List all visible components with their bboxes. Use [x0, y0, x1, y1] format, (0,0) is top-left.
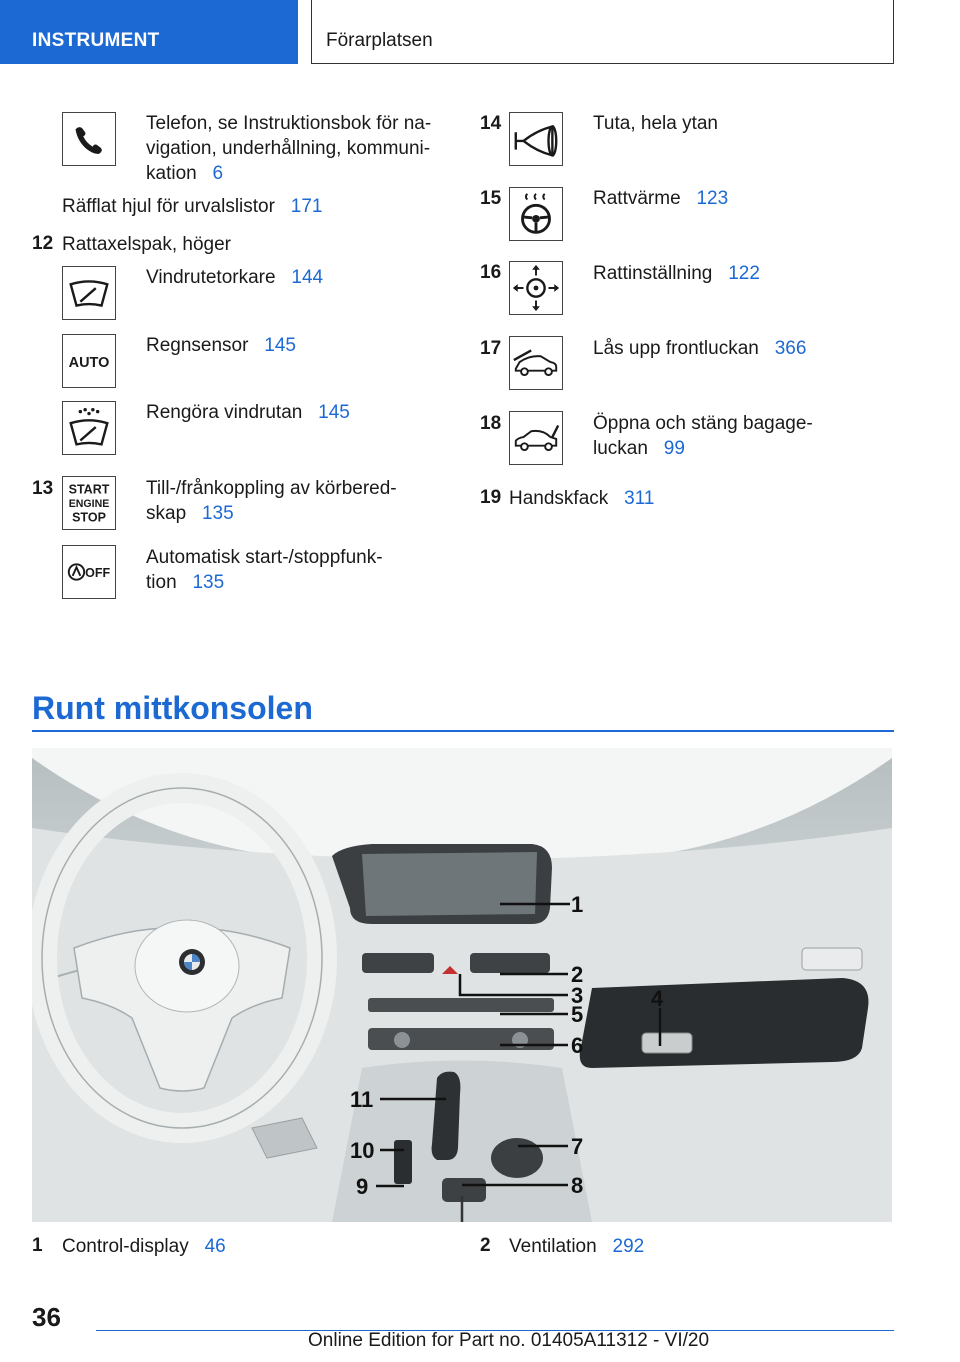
- legend-item: Control-display 46: [62, 1236, 226, 1257]
- steering-adjust-icon: [509, 261, 563, 315]
- page-ref[interactable]: 145: [318, 402, 350, 423]
- svg-text:2: 2: [571, 962, 584, 987]
- horn-text: Tuta, hela ytan: [593, 113, 718, 134]
- svg-text:1: 1: [571, 892, 584, 917]
- page-ref[interactable]: 366: [774, 338, 807, 359]
- svg-text:9: 9: [356, 1174, 369, 1199]
- svg-text:11: 11: [350, 1087, 374, 1112]
- svg-text:4: 4: [651, 986, 664, 1011]
- autostop-text-1: Automatisk start-/stoppfunk-: [146, 547, 383, 568]
- auto-stop-off-icon: [62, 545, 116, 599]
- steering-heat-icon: [509, 187, 563, 241]
- start-stop-icon: [62, 476, 116, 530]
- center-console-illustration: [32, 748, 892, 1222]
- front-hood-icon: [509, 336, 563, 390]
- item-number: 17: [480, 338, 502, 359]
- wiper-text: Vindrutetorkare 144: [146, 267, 324, 288]
- page-ref[interactable]: 122: [728, 263, 760, 284]
- page-ref[interactable]: 292: [612, 1236, 645, 1257]
- svg-text:7: 7: [571, 1134, 584, 1159]
- svg-text:3: 3: [571, 983, 584, 1008]
- steering-adjust-text: Rattinställning 122: [593, 263, 760, 284]
- item-number: 18: [480, 413, 502, 434]
- page-ref[interactable]: 311: [624, 488, 655, 509]
- legend-number: 2: [480, 1235, 491, 1256]
- legend-item: Ventilation 292: [509, 1236, 645, 1257]
- phone-text-1: Telefon, se Instruktionsbok för na-: [146, 113, 432, 134]
- footer-edition: Online Edition for Part no. 01405A11312 - VI/20: [308, 1330, 710, 1351]
- page-ref[interactable]: 145: [264, 335, 296, 356]
- item-number: 15: [480, 188, 502, 209]
- glovebox-text: Handskfack 311: [509, 488, 655, 509]
- page-ref[interactable]: 99: [663, 438, 685, 459]
- svg-text:OFF: OFF: [85, 565, 111, 580]
- svg-text:8: 8: [571, 1173, 584, 1198]
- trunk-text-2: luckan 99: [593, 438, 685, 459]
- horn-icon: [509, 112, 563, 166]
- page-ref[interactable]: 46: [204, 1236, 226, 1257]
- page-ref[interactable]: 144: [291, 267, 324, 288]
- section-title: INSTRUMENT: [32, 30, 160, 51]
- page-ref[interactable]: 171: [290, 196, 323, 217]
- steering-heat-text: Rattvärme 123: [593, 188, 729, 209]
- wheel-text: Räfflat hjul för urvalslistor 171: [62, 196, 323, 217]
- phone-icon: [62, 112, 116, 166]
- chapter-header: [311, 0, 894, 64]
- page-ref[interactable]: 135: [192, 572, 225, 593]
- trunk-icon: [509, 411, 563, 465]
- start-text-2: skap 135: [146, 503, 234, 524]
- washer-icon: [62, 401, 116, 455]
- autostop-text-2: tion 135: [146, 572, 225, 593]
- chapter-title: Förarplatsen: [326, 30, 433, 51]
- svg-text:10: 10: [350, 1138, 375, 1163]
- start-text-1: Till-/frånkoppling av körbered-: [146, 478, 397, 499]
- item-number: 12: [32, 233, 54, 254]
- svg-text:START: START: [68, 482, 110, 497]
- phone-text-3: kation 6: [146, 163, 224, 184]
- item-text: Rattaxelspak, höger: [62, 234, 231, 255]
- section-heading: Runt mittkonsolen: [32, 690, 313, 726]
- svg-text:6: 6: [571, 1033, 584, 1058]
- legend-number: 1: [32, 1235, 43, 1256]
- item-number: 14: [480, 113, 502, 134]
- svg-text:ENGINE: ENGINE: [68, 497, 110, 510]
- page-ref[interactable]: 6: [212, 163, 224, 184]
- item-number: 16: [480, 262, 502, 283]
- item-number: 19: [480, 487, 502, 508]
- item-number: 13: [32, 478, 54, 499]
- auto-icon: [62, 334, 116, 388]
- page-number: 36: [32, 1302, 61, 1332]
- rain-text: Regnsensor 145: [146, 335, 296, 356]
- section-tab: [0, 0, 298, 64]
- svg-text:AUTO: AUTO: [68, 354, 110, 371]
- front-hood-text: Lås upp frontluckan 366: [593, 338, 807, 359]
- phone-text-2: vigation, underhållning, kommuni-: [146, 138, 431, 159]
- page-ref[interactable]: 135: [201, 503, 234, 524]
- section-divider: [32, 730, 894, 732]
- svg-text:STOP: STOP: [72, 510, 106, 525]
- trunk-text-1: Öppna och stäng bagage-: [593, 413, 813, 434]
- wiper-icon: [62, 266, 116, 320]
- svg-text:5: 5: [571, 1002, 584, 1027]
- page-ref[interactable]: 123: [696, 188, 729, 209]
- wash-text: Rengöra vindrutan 145: [146, 402, 350, 423]
